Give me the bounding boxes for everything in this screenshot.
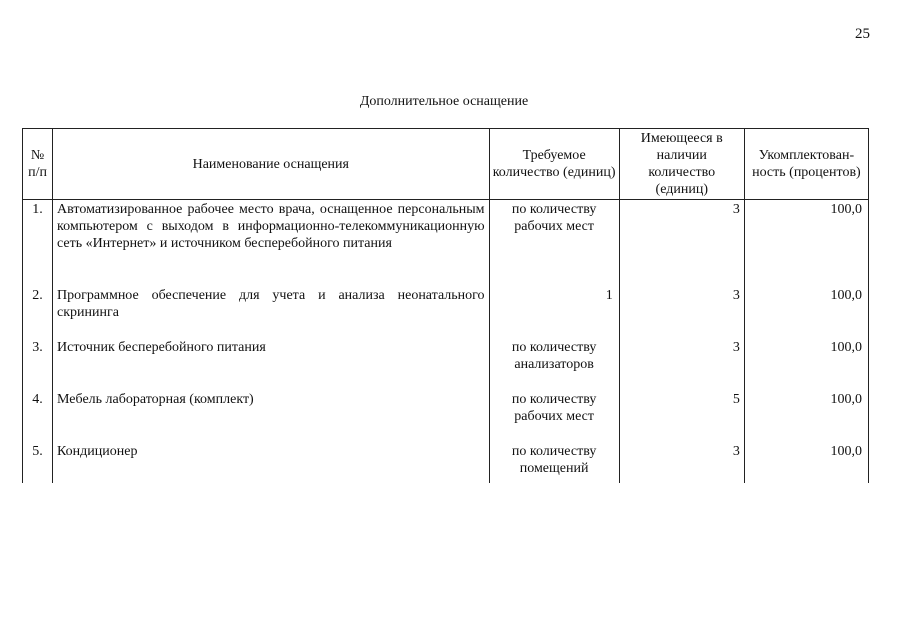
- row-number: 5.: [23, 443, 53, 483]
- equipment-table: [22, 128, 869, 483]
- equipment-name: Автоматизированное рабочее место врача, оснащенное персональным компьютером с выходом в информационно-телекоммуникационную сеть «Интернет» и источником бесперебойного питания: [53, 200, 490, 288]
- equipment-name: Источник бесперебойного питания: [53, 339, 490, 391]
- table-row: [23, 391, 869, 443]
- completeness-percent: 100,0: [744, 287, 868, 339]
- table-row: [23, 200, 869, 288]
- page-number: 25: [855, 26, 870, 42]
- completeness-percent: 100,0: [744, 391, 868, 443]
- table-row: [23, 339, 869, 391]
- header-available-quantity: Имеющееся в наличии количество (единиц): [619, 129, 744, 200]
- table-row: [23, 443, 869, 483]
- required-quantity: по количеству помещений: [489, 443, 619, 483]
- required-quantity: 1: [489, 287, 619, 339]
- completeness-percent: 100,0: [744, 443, 868, 483]
- equipment-name: Кондиционер: [53, 443, 490, 483]
- available-quantity: 3: [619, 287, 744, 339]
- required-quantity: по количеству рабочих мест: [489, 391, 619, 443]
- row-number: 2.: [23, 287, 53, 339]
- header-equipment-name: Наименование оснащения: [53, 129, 490, 200]
- equipment-name: Программное обеспечение для учета и анализа неонатального скрининга: [53, 287, 490, 339]
- table-row: [23, 287, 869, 339]
- available-quantity: 3: [619, 339, 744, 391]
- row-number: 4.: [23, 391, 53, 443]
- available-quantity: 3: [619, 200, 744, 288]
- available-quantity: 3: [619, 443, 744, 483]
- available-quantity: 5: [619, 391, 744, 443]
- completeness-percent: 100,0: [744, 339, 868, 391]
- completeness-percent: 100,0: [744, 200, 868, 288]
- row-number: 1.: [23, 200, 53, 288]
- header-required-quantity: Требуемое количество (единиц): [489, 129, 619, 200]
- table-header-row: [23, 129, 869, 200]
- required-quantity: по количеству рабочих мест: [489, 200, 619, 288]
- row-number: 3.: [23, 339, 53, 391]
- section-title: Дополнительное оснащение: [359, 94, 529, 109]
- equipment-name: Мебель лабораторная (комплект): [53, 391, 490, 443]
- header-number: № п/п: [23, 129, 53, 200]
- header-completeness: Укомплектован-ность (процентов): [744, 129, 868, 200]
- required-quantity: по количеству анализаторов: [489, 339, 619, 391]
